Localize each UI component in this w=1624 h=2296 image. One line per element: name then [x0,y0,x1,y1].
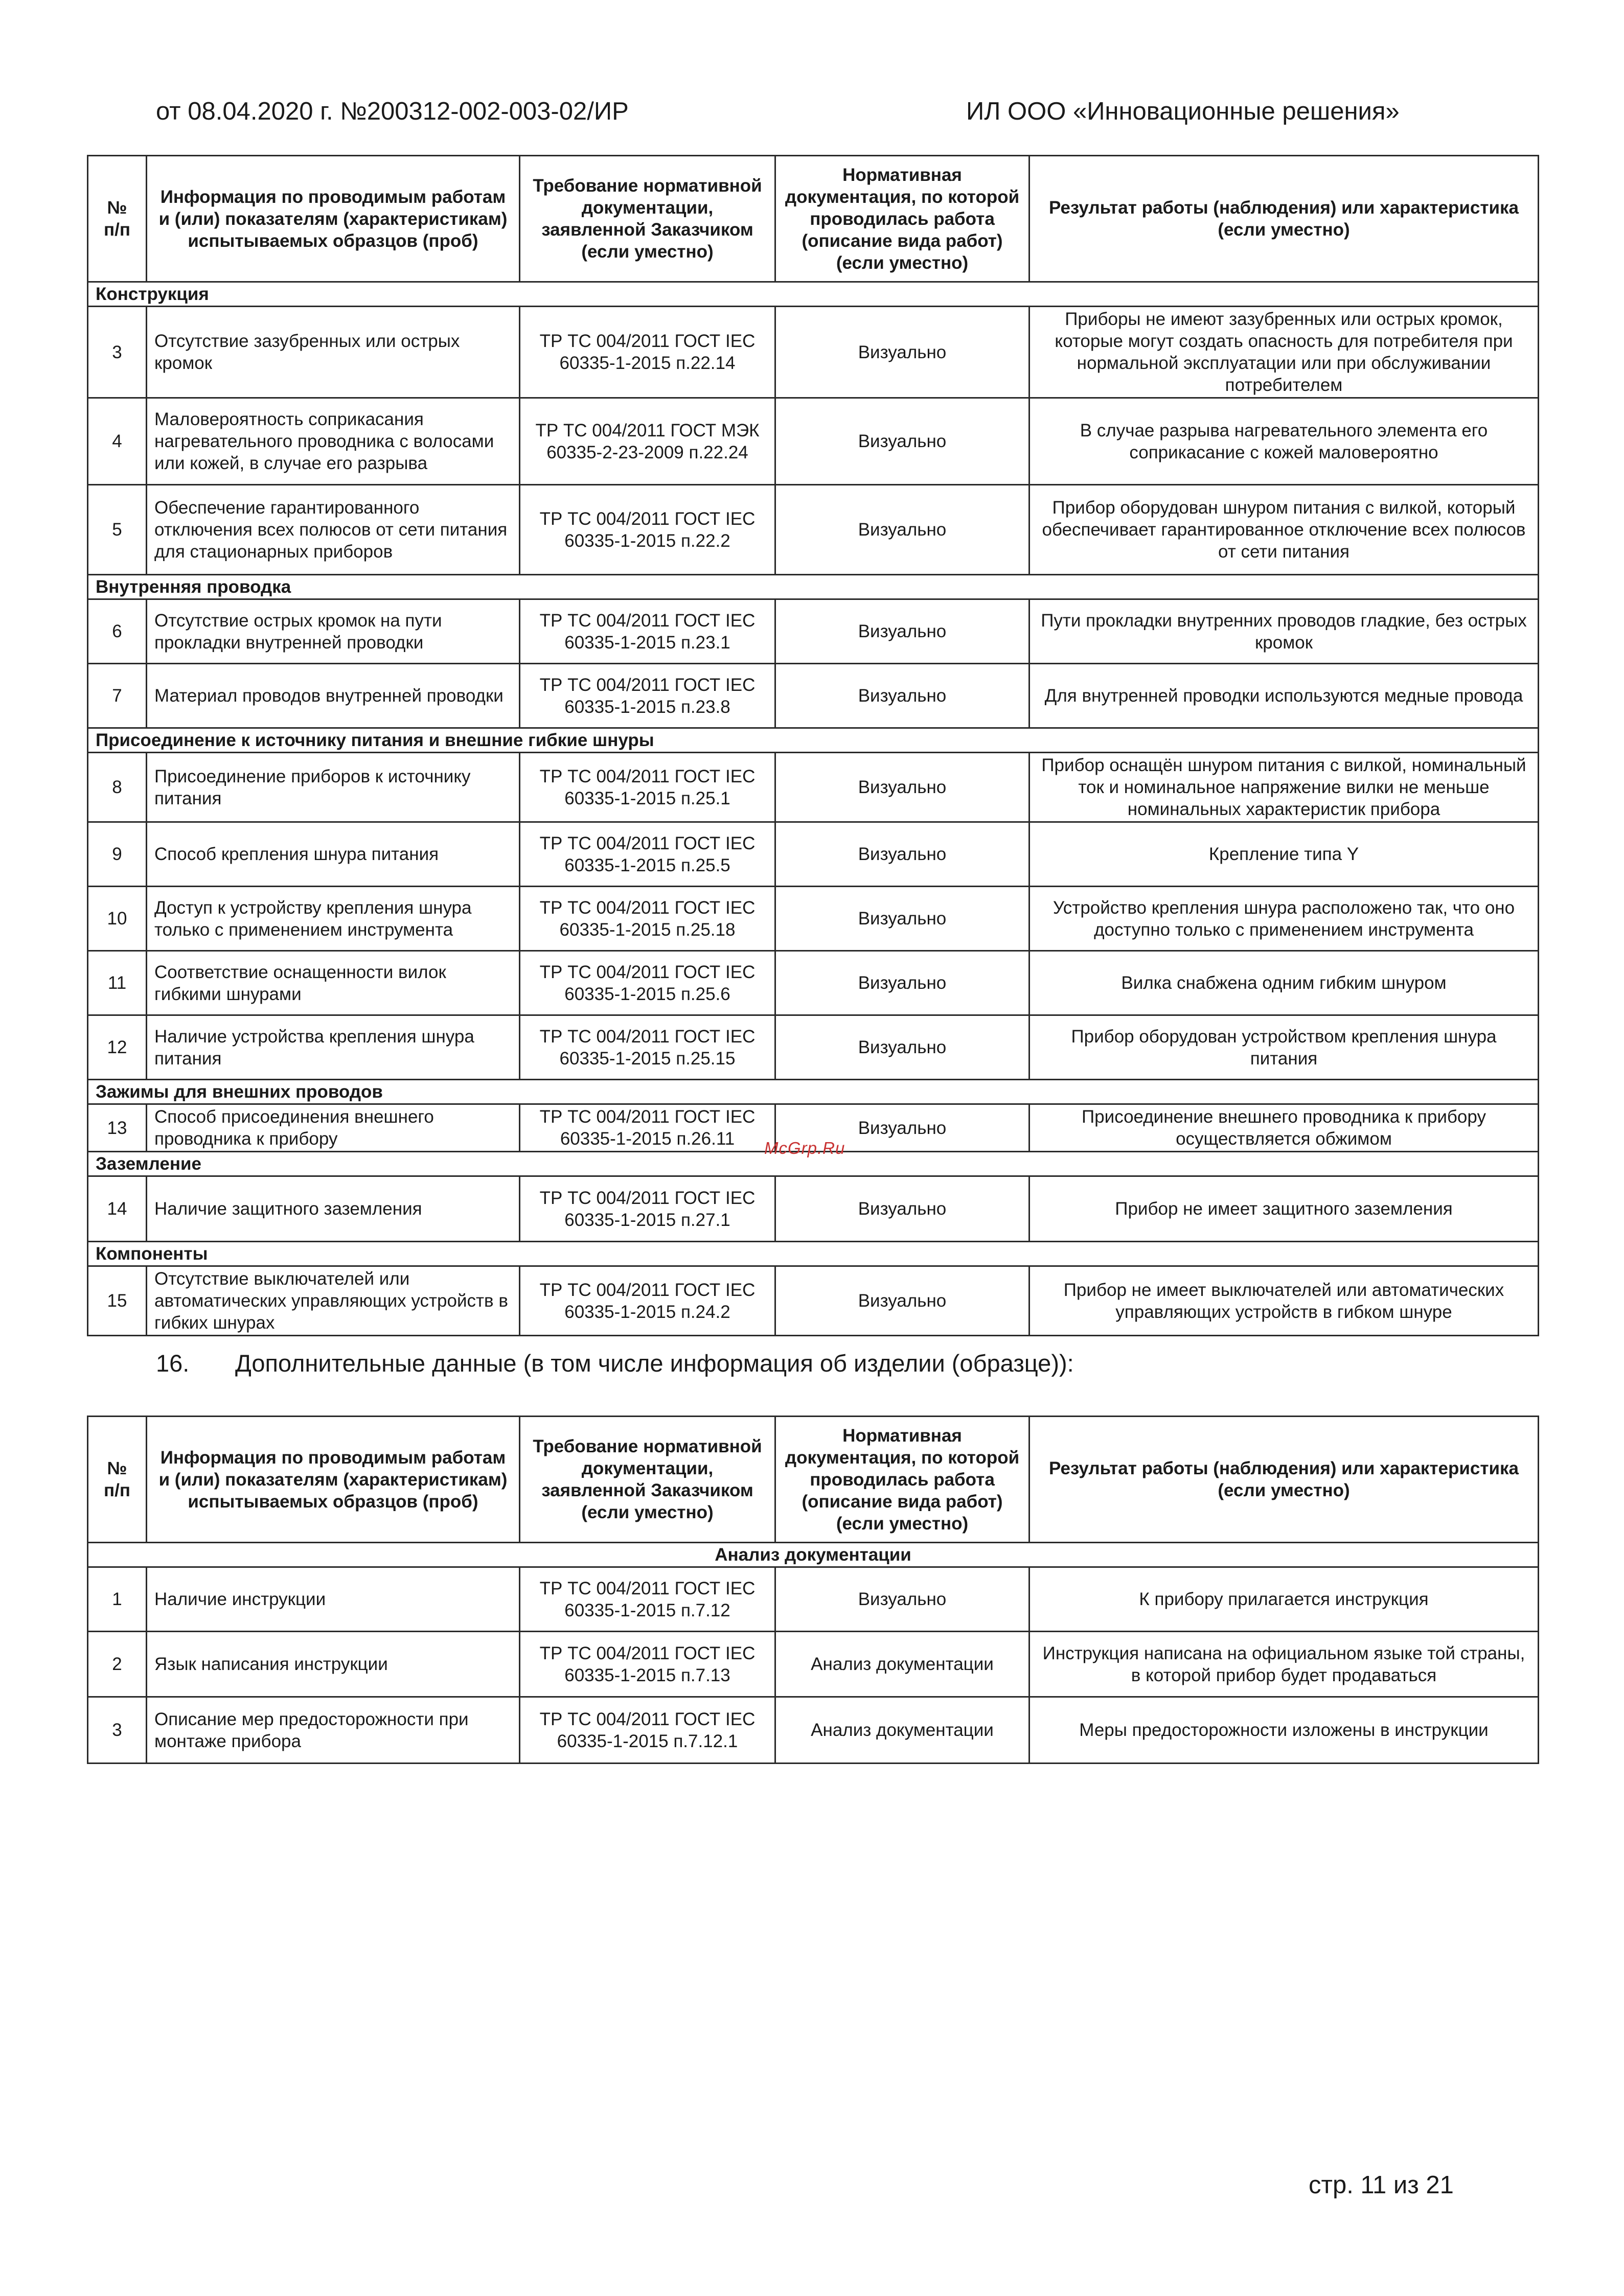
row-requirement: ТР ТС 004/2011 ГОСТ IEC 60335-1-2015 п.22.2 [520,485,775,575]
table-row [88,951,1539,1015]
row-requirement: ТР ТС 004/2011 ГОСТ IEC 60335-1-2015 п.24.2 [520,1266,775,1336]
row-result: Приборы не имеют зазубренных или острых кромок, которые могут создать опасность для потребителя при нормальной эксплуатации или при обслуживании потребителем [1030,307,1539,398]
row-requirement: ТР ТС 004/2011 ГОСТ IEC 60335-1-2015 п.7.12.1 [520,1697,775,1764]
row-result: К прибору прилагается инструкция [1030,1567,1539,1632]
section-row [88,728,1539,753]
row-number: 5 [88,485,147,575]
section-row [88,1543,1539,1567]
row-method: Визуально [775,1567,1030,1632]
row-info: Наличие устройства крепления шнура питания [147,1015,520,1080]
row-requirement: ТР ТС 004/2011 ГОСТ МЭК 60335-2-23-2009 п.22.24 [520,398,775,485]
table-row [88,1266,1539,1336]
table-row [88,822,1539,887]
row-method: Визуально [775,951,1030,1015]
table-header-row [88,1417,1539,1543]
row-requirement: ТР ТС 004/2011 ГОСТ IEC 60335-1-2015 п.26.11 [520,1104,775,1152]
row-info: Маловероятность соприкасания нагревательного проводника с волосами или кожей, в случае его разрыва [147,398,520,485]
row-method: Анализ документации [775,1697,1030,1764]
col-header-num: № п/п [88,1417,147,1543]
row-result: Крепление типа Y [1030,822,1539,887]
row-result: Прибор не имеет выключателей или автоматических управляющих устройств в гибком шнуре [1030,1266,1539,1336]
additional-data-number: 16. [156,1350,190,1377]
table-row [88,398,1539,485]
row-requirement: ТР ТС 004/2011 ГОСТ IEC 60335-1-2015 п.25.15 [520,1015,775,1080]
col-header-requirement: Требование нормативной документации, заявленной Заказчиком (если уместно) [520,156,775,282]
row-method: Визуально [775,753,1030,822]
row-info: Способ присоединения внешнего проводника к прибору [147,1104,520,1152]
row-number: 6 [88,599,147,664]
row-number: 11 [88,951,147,1015]
row-number: 1 [88,1567,147,1632]
row-number: 15 [88,1266,147,1336]
row-result: Прибор оборудован устройством крепления шнура питания [1030,1015,1539,1080]
row-result: Присоединение внешнего проводника к прибору осуществляется обжимом [1030,1104,1539,1152]
row-method: Визуально [775,1176,1030,1242]
row-number: 3 [88,307,147,398]
table-row [88,1697,1539,1764]
row-number: 14 [88,1176,147,1242]
document-header-number: от 08.04.2020 г. №200312-002-003-02/ИР [156,98,629,125]
row-result: Устройство крепления шнура расположено так, что оно доступно только с применением инструмента [1030,887,1539,951]
row-method: Визуально [775,599,1030,664]
table-row [88,1632,1539,1697]
additional-data-text: Дополнительные данные (в том числе информация об изделии (образце)): [235,1350,1074,1377]
row-info: Обеспечение гарантированного отключения всех полюсов от сети питания для стационарных приборов [147,485,520,575]
results-table-main [87,155,1539,1336]
row-info: Описание мер предосторожности при монтаже прибора [147,1697,520,1764]
row-info: Язык написания инструкции [147,1632,520,1697]
row-requirement: ТР ТС 004/2011 ГОСТ IEC 60335-1-2015 п.25.18 [520,887,775,951]
table-row [88,307,1539,398]
row-result: Вилка снабжена одним гибким шнуром [1030,951,1539,1015]
row-method: Визуально [775,822,1030,887]
section-title: Компоненты [88,1242,1539,1266]
section-title: Зажимы для внешних проводов [88,1080,1539,1104]
col-header-result: Результат работы (наблюдения) или характеристика (если уместно) [1030,156,1539,282]
row-number: 9 [88,822,147,887]
col-header-info: Информация по проводимым работам и (или) показателям (характеристикам) испытываемых образцов (проб) [147,156,520,282]
additional-data-table-body [88,1543,1539,1764]
col-header-result: Результат работы (наблюдения) или характеристика (если уместно) [1030,1417,1539,1543]
table-row [88,664,1539,728]
row-info: Доступ к устройству крепления шнура только с применением инструмента [147,887,520,951]
row-info: Соответствие оснащенности вилок гибкими шнурами [147,951,520,1015]
row-requirement: ТР ТС 004/2011 ГОСТ IEC 60335-1-2015 п.23.8 [520,664,775,728]
row-requirement: ТР ТС 004/2011 ГОСТ IEC 60335-1-2015 п.23.1 [520,599,775,664]
row-requirement: ТР ТС 004/2011 ГОСТ IEC 60335-1-2015 п.27.1 [520,1176,775,1242]
row-method: Анализ документации [775,1632,1030,1697]
col-header-requirement: Требование нормативной документации, заявленной Заказчиком (если уместно) [520,1417,775,1543]
row-number: 8 [88,753,147,822]
row-requirement: ТР ТС 004/2011 ГОСТ IEC 60335-1-2015 п.25.5 [520,822,775,887]
row-info: Материал проводов внутренней проводки [147,664,520,728]
row-info: Отсутствие острых кромок на пути прокладки внутренней проводки [147,599,520,664]
section-title: Внутренняя проводка [88,575,1539,599]
section-title: Конструкция [88,282,1539,307]
row-info: Отсутствие зазубренных или острых кромок [147,307,520,398]
row-requirement: ТР ТС 004/2011 ГОСТ IEC 60335-1-2015 п.25.1 [520,753,775,822]
row-number: 12 [88,1015,147,1080]
additional-data-heading [156,1349,1074,1377]
section-row [88,1242,1539,1266]
row-method: Визуально [775,1104,1030,1152]
section-row [88,575,1539,599]
table-row [88,1176,1539,1242]
additional-data-table [87,1416,1539,1764]
row-requirement: ТР ТС 004/2011 ГОСТ IEC 60335-1-2015 п.7.12 [520,1567,775,1632]
table-row [88,599,1539,664]
row-result: Прибор оснащён шнуром питания с вилкой, номинальный ток и номинальное напряжение вилки не меньше номинальных характеристик прибора [1030,753,1539,822]
row-result: Пути прокладки внутренних проводов гладкие, без острых кромок [1030,599,1539,664]
table-row [88,485,1539,575]
col-header-method: Нормативная документация, по которой проводилась работа (описание вида работ) (если уместно) [775,1417,1030,1543]
section-title: Заземление [88,1152,1539,1176]
row-number: 4 [88,398,147,485]
row-result: Инструкция написана на официальном языке той страны, в которой прибор будет продаваться [1030,1632,1539,1697]
row-info: Присоединение приборов к источнику питания [147,753,520,822]
row-method: Визуально [775,485,1030,575]
table-row [88,887,1539,951]
row-number: 7 [88,664,147,728]
row-info: Способ крепления шнура питания [147,822,520,887]
col-header-info: Информация по проводимым работам и (или) показателям (характеристикам) испытываемых образцов (проб) [147,1417,520,1543]
table-row [88,1015,1539,1080]
row-method: Визуально [775,1266,1030,1336]
row-requirement: ТР ТС 004/2011 ГОСТ IEC 60335-1-2015 п.7.13 [520,1632,775,1697]
row-number: 10 [88,887,147,951]
table-row [88,1567,1539,1632]
table-row [88,753,1539,822]
section-title: Анализ документации [88,1543,1539,1567]
row-number: 13 [88,1104,147,1152]
section-title: Присоединение к источнику питания и внешние гибкие шнуры [88,728,1539,753]
row-method: Визуально [775,398,1030,485]
row-method: Визуально [775,1015,1030,1080]
section-row [88,282,1539,307]
row-method: Визуально [775,664,1030,728]
row-result: В случае разрыва нагревательного элемента его соприкасание с кожей маловероятно [1030,398,1539,485]
section-row [88,1080,1539,1104]
watermark: McGrp.Ru [764,1139,845,1157]
document-header-lab: ИЛ ООО «Инновационные решения» [966,98,1400,125]
row-number: 2 [88,1632,147,1697]
row-info: Наличие инструкции [147,1567,520,1632]
row-info: Наличие защитного заземления [147,1176,520,1242]
row-result: Прибор оборудован шнуром питания с вилкой, который обеспечивает гарантированное отключение всех полюсов от сети питания [1030,485,1539,575]
results-table-body [88,282,1539,1336]
row-result: Для внутренней проводки используются медные провода [1030,664,1539,728]
table-header-row [88,156,1539,282]
col-header-method: Нормативная документация, по которой проводилась работа (описание вида работ) (если уместно) [775,156,1030,282]
row-requirement: ТР ТС 004/2011 ГОСТ IEC 60335-1-2015 п.22.14 [520,307,775,398]
row-info: Отсутствие выключателей или автоматических управляющих устройств в гибких шнурах [147,1266,520,1336]
row-requirement: ТР ТС 004/2011 ГОСТ IEC 60335-1-2015 п.25.6 [520,951,775,1015]
row-number: 3 [88,1697,147,1764]
col-header-num: № п/п [88,156,147,282]
page-number: стр. 11 из 21 [1309,2171,1454,2199]
row-method: Визуально [775,307,1030,398]
row-method: Визуально [775,887,1030,951]
row-result: Меры предосторожности изложены в инструкции [1030,1697,1539,1764]
row-result: Прибор не имеет защитного заземления [1030,1176,1539,1242]
